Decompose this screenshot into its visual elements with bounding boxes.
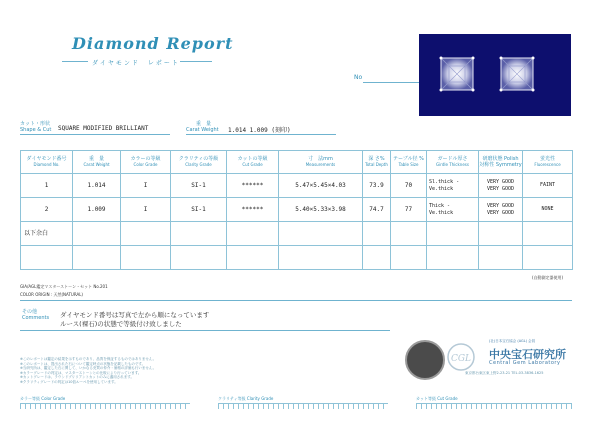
cell-clarity: SI-1 [171, 174, 227, 198]
table-row [21, 222, 573, 246]
header-diamond-no: ダイヤモンド番号 Diamond No. [21, 151, 73, 174]
grading-table [20, 150, 573, 270]
clarity-scale-label: クラリティ等級 Clarity Grade [218, 396, 274, 401]
lab-address: 東京都台東区東上野2-23-21 TEL.03-3836-1625 [465, 371, 544, 375]
title-rule-right [180, 61, 212, 62]
color-scale [20, 403, 190, 409]
clarity-scale [218, 403, 388, 409]
fine-print-line: ※当研究所は、鑑定した石に関して、いかなる売買の仲介・価格の評価も行いません。 [20, 366, 157, 370]
header-measurements: 寸 法mm Measurements [279, 151, 363, 174]
header-girdle: ガードル厚さ Girdle Thickness [427, 151, 479, 174]
master-stone-line: GIA/AGL鑑定マスターストーン・セット No.201 [20, 284, 108, 289]
cell-color: I [121, 174, 171, 198]
lab-member-line: (社)日本宝石協会 (AGL) 会員 [489, 339, 536, 343]
fine-print-line: ※クラリティグレードの判定は10倍ルーペを使用しています。 [20, 379, 118, 384]
header-polish-symmetry: 研磨状態 Polish 対称性 Symmetry [479, 151, 523, 174]
cell-cut: ****** [227, 174, 279, 198]
comments-label-jp: その他 [22, 309, 38, 315]
cell-polish: VERY GOOD VERY GOOD [479, 198, 523, 222]
weight-label-jp: 重 量 [196, 121, 212, 127]
lab-name-en: Central Gem Laboratory [489, 360, 561, 366]
title-rule-left [62, 61, 88, 62]
auto-measure-note: (自動測定器使用) [532, 275, 564, 280]
comments-rule [20, 330, 390, 331]
cell-cut: ****** [227, 198, 279, 222]
shape-label [20, 121, 51, 133]
shape-underline [20, 134, 170, 135]
lab-seal-icon [405, 340, 445, 380]
comments-label-en: Comments [22, 315, 50, 321]
table-header-row [21, 151, 573, 174]
report-number-label: No [354, 74, 363, 81]
svg-text:CGL: CGL [450, 354, 472, 364]
cell-girdle: Thick - Ve.thick [427, 198, 479, 222]
origin-rule [20, 300, 572, 301]
shape-label-en: Shape & Cut [20, 127, 52, 133]
cell-weight: 1.009 [73, 198, 121, 222]
weight-label [186, 121, 219, 133]
table-row [21, 198, 573, 222]
header-clarity-grade: クラリティの等級 Clarity Grade [171, 151, 227, 174]
report-number-line [363, 82, 419, 83]
color-scale-label: カラー等級 Color Grade [20, 396, 66, 401]
diamond-photo [419, 34, 571, 116]
fine-print-line: ※カットグレードは、ラウンドブリリアントカットのみに適用されます。 [20, 375, 135, 379]
cell-girdle: Sl.thick - Ve.thick [427, 174, 479, 198]
lab-name-jp: 中央宝石研究所 [489, 348, 566, 361]
comment-line-2: ルース(裸石)の状態で等級付け致しました [60, 320, 182, 328]
shape-value: SQUARE MODIFIED BRILLIANT [58, 125, 149, 132]
cell-weight: 1.014 [73, 174, 121, 198]
weight-underline [186, 134, 336, 135]
cut-scale [416, 403, 572, 409]
cell-no: 1 [21, 174, 73, 198]
cut-scale-label: カット等級 Cut Grade [416, 396, 458, 401]
cell-clarity: SI-1 [171, 198, 227, 222]
cell-depth: 73.9 [363, 174, 391, 198]
header-fluorescence: 蛍光性 Fluorescence [523, 151, 573, 174]
report-title: Diamond Report [72, 34, 234, 53]
header-table-size: テーブル径 % Table Size [391, 151, 427, 174]
cell-no: 2 [21, 198, 73, 222]
cell-color: I [121, 198, 171, 222]
header-cut-grade: カットの等級 Cut Grade [227, 151, 279, 174]
table-row [21, 174, 573, 198]
diamond-photo-graphic [419, 34, 571, 116]
fine-print [20, 357, 260, 384]
cell-fluorescence: NONE [523, 198, 573, 222]
fine-print-line: ※このレポートは、提出された石について鑑定時点の状態を記載したものです。 [20, 361, 146, 366]
cgl-logo-icon [446, 342, 480, 372]
header-color-grade: カラーの等級 Color Grade [121, 151, 171, 174]
comments-label [22, 309, 49, 321]
header-total-depth: 深 さ% Total Depth [363, 151, 391, 174]
color-origin-line: COLOR ORIGIN : 天然(NATURAL) [20, 292, 83, 297]
fine-print-line: ※このレポートは鑑定の結果を示すものであり、品質を保証するものではありません。 [20, 357, 157, 361]
table-row [21, 246, 573, 270]
comment-line-1: ダイヤモンド番号は写真で左から順になっています [60, 311, 210, 319]
cell-depth: 74.7 [363, 198, 391, 222]
report-subtitle: ダイヤモンド レポート [92, 60, 180, 67]
cell-fluorescence: FAINT [523, 174, 573, 198]
cell-measurements: 5.40×5.33×3.98 [279, 198, 363, 222]
header-carat-weight: 重 量 Carat Weight [73, 151, 121, 174]
weight-label-en: Carat Weight [186, 127, 219, 133]
cell-remainder: 以下余白 [21, 222, 73, 246]
fine-print-line: ※カラーグレードの判定は、マスターストーンとの比較により行っています。 [20, 370, 142, 375]
shape-label-jp: カット・形状 [20, 121, 50, 127]
cell-table: 70 [391, 174, 427, 198]
cell-measurements: 5.47×5.45×4.03 [279, 174, 363, 198]
cell-polish: VERY GOOD VERY GOOD [479, 174, 523, 198]
weight-value: 1.014 1.009 (刻印) [228, 127, 291, 134]
cell-table: 77 [391, 198, 427, 222]
